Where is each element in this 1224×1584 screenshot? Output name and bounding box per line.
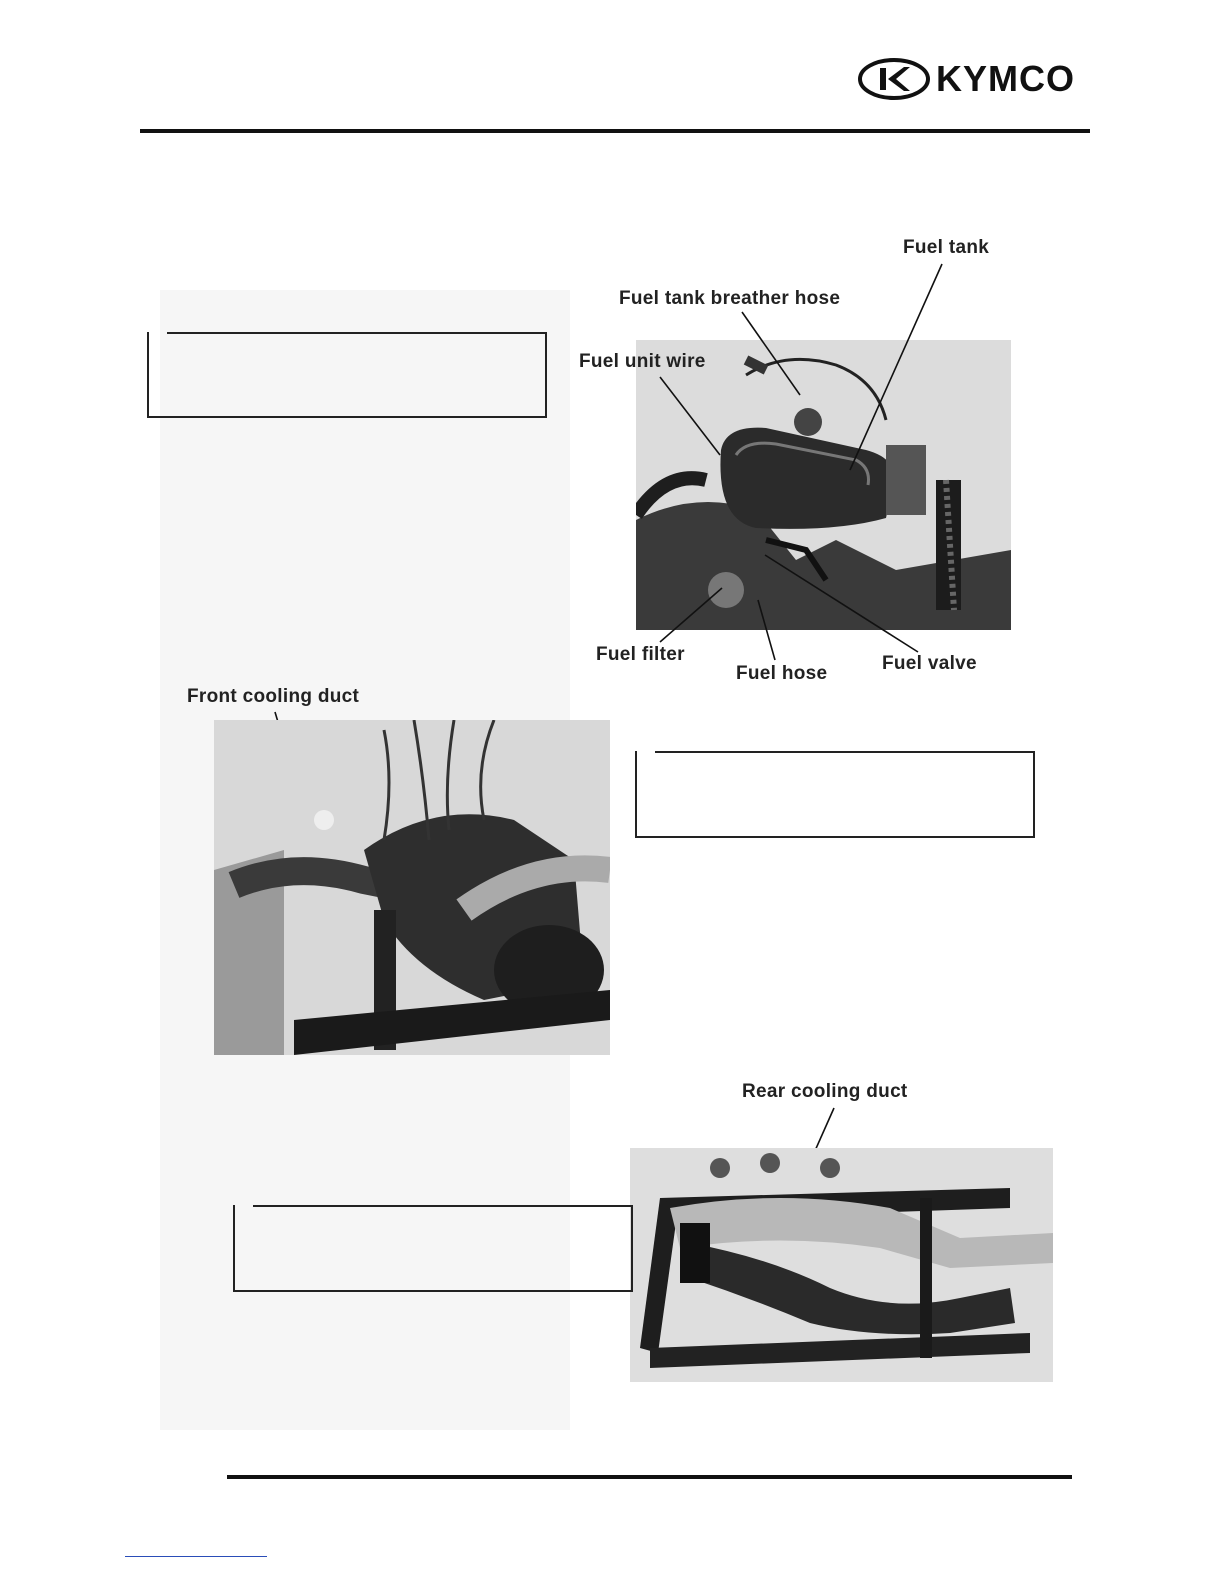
leader-fuel-valve <box>765 555 918 652</box>
note-box-3 <box>233 1205 633 1292</box>
label-fuel-unit-wire: Fuel unit wire <box>579 351 706 372</box>
brand-name: KYMCO <box>936 58 1075 99</box>
front-cooling-duct-photo <box>214 720 610 1055</box>
leader-fuel-hose <box>758 600 775 660</box>
footer-rule <box>227 1475 1072 1479</box>
rear-cooling-duct-photo <box>630 1148 1053 1382</box>
leader-breather-hose <box>742 312 800 395</box>
label-fuel-hose: Fuel hose <box>736 663 828 684</box>
label-front-cooling-duct: Front cooling duct <box>187 686 360 707</box>
label-fuel-filter: Fuel filter <box>596 644 685 665</box>
label-rear-cooling-duct: Rear cooling duct <box>742 1081 908 1102</box>
footer-link-underline[interactable] <box>125 1556 267 1557</box>
leader-fuel-filter <box>660 588 722 642</box>
label-fuel-valve: Fuel valve <box>882 653 977 674</box>
label-fuel-tank: Fuel tank <box>903 237 990 258</box>
leader-fuel-tank <box>850 264 942 470</box>
note-box-2 <box>635 751 1035 838</box>
label-fuel-tank-breather-hose: Fuel tank breather hose <box>619 288 841 309</box>
leader-unit-wire <box>660 377 720 455</box>
